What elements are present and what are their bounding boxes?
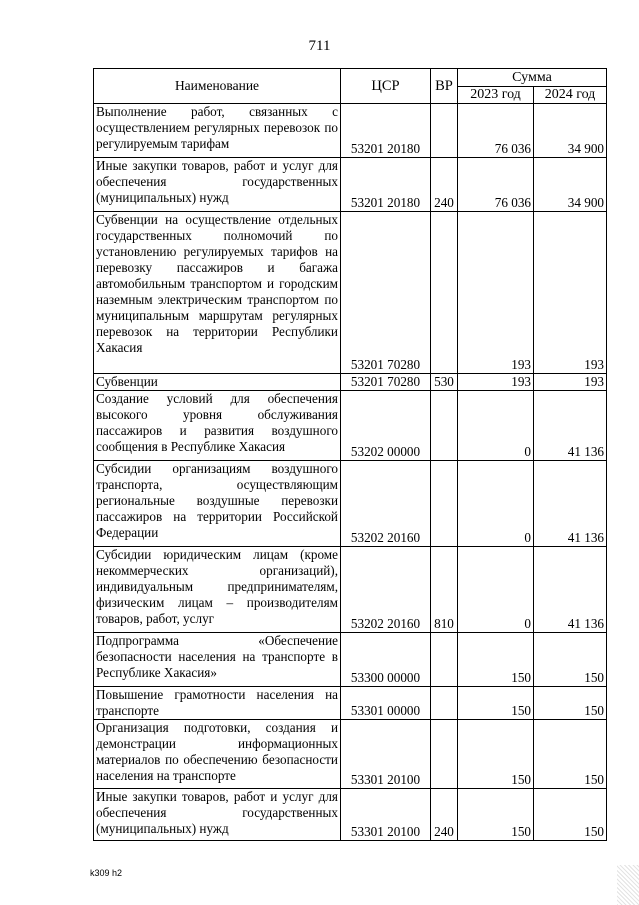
table-row: [94, 789, 607, 841]
table-row: [94, 687, 607, 720]
row-vr-cell: [431, 391, 458, 461]
row-vr-cell: [431, 720, 458, 789]
table-header: [94, 69, 607, 104]
row-name-cell: Создание условий для обеспечения высокого уровня обслуживания пассажиров и развития воздушного сообщения в Республике Хакасия: [94, 391, 341, 461]
row-csr-cell: 53301 20100: [341, 789, 431, 841]
row-csr-cell: 53301 20100: [341, 720, 431, 789]
row-name-cell: Иные закупки товаров, работ и услуг для обеспечения государственных (муниципальных) нужд: [94, 789, 341, 841]
row-vr-cell: [431, 104, 458, 158]
table-row: [94, 720, 607, 789]
row-vr-cell: [431, 212, 458, 374]
row-2023-amount: 76 036: [458, 104, 534, 158]
row-name-cell: Повышение грамотности населения на транспорте: [94, 687, 341, 720]
row-vr-cell: 240: [431, 789, 458, 841]
column-header-sum: Сумма: [458, 69, 607, 87]
row-vr-cell: 240: [431, 158, 458, 212]
table-row: [94, 104, 607, 158]
row-csr-cell: 53201 20180: [341, 158, 431, 212]
row-name-cell: Иные закупки товаров, работ и услуг для обеспечения государственных (муниципальных) нужд: [94, 158, 341, 212]
row-csr-cell: 53301 00000: [341, 687, 431, 720]
column-header-year-2023: 2023 год: [458, 87, 534, 104]
table-row: [94, 212, 607, 374]
row-name-cell: Субвенции на осуществление отдельных государственных полномочий по установлению регулируемых тарифов на перевозку пассажиров и багажа автомобильным транспортом и городским наземным электрическим транспортом по муниципальным маршрутам регулярных перевозок на территории Республики Хакасия: [94, 212, 341, 374]
row-name-cell: Организация подготовки, создания и демонстрации информационных материалов по обеспечению безопасности населения на транспорте: [94, 720, 341, 789]
row-2024-amount: 34 900: [534, 104, 607, 158]
row-2024-amount: 193: [534, 374, 607, 391]
row-csr-cell: 53202 20160: [341, 461, 431, 547]
row-name-cell: Подпрограмма «Обеспечение безопасности населения на транспорте в Республике Хакасия»: [94, 633, 341, 687]
column-header-csr: ЦСР: [341, 69, 431, 104]
row-2024-amount: 150: [534, 687, 607, 720]
row-2023-amount: 150: [458, 720, 534, 789]
column-header-vr: ВР: [431, 69, 458, 104]
row-2023-amount: 150: [458, 633, 534, 687]
row-2023-amount: 150: [458, 789, 534, 841]
row-2023-amount: 193: [458, 374, 534, 391]
row-2023-amount: 76 036: [458, 158, 534, 212]
row-name-cell: Субсидии организациям воздушного транспорта, осуществляющим региональные воздушные перевозки пассажиров на территории Российской Федерации: [94, 461, 341, 547]
row-vr-cell: [431, 687, 458, 720]
footer-code: k309 h2: [90, 868, 123, 878]
row-csr-cell: 53300 00000: [341, 633, 431, 687]
row-2023-amount: 193: [458, 212, 534, 374]
row-name-cell: Субсидии юридическим лицам (кроме некоммерческих организаций), индивидуальным предпринимателям, физическим лицам – производителям товаров, работ, услуг: [94, 547, 341, 633]
scan-noise: [617, 865, 639, 905]
row-csr-cell: 53202 00000: [341, 391, 431, 461]
row-name-cell: Субвенции: [94, 374, 341, 391]
row-vr-cell: [431, 461, 458, 547]
row-2024-amount: 41 136: [534, 391, 607, 461]
row-vr-cell: 530: [431, 374, 458, 391]
table-row: [94, 547, 607, 633]
table-body: [94, 104, 607, 841]
table-row: [94, 391, 607, 461]
row-2024-amount: 34 900: [534, 158, 607, 212]
row-2023-amount: 0: [458, 547, 534, 633]
row-csr-cell: 53201 20180: [341, 104, 431, 158]
row-2023-amount: 0: [458, 461, 534, 547]
row-vr-cell: [431, 633, 458, 687]
table-row: [94, 461, 607, 547]
row-2024-amount: 193: [534, 212, 607, 374]
column-header-name: Наименование: [94, 69, 341, 104]
row-2024-amount: 41 136: [534, 461, 607, 547]
row-2024-amount: 150: [534, 789, 607, 841]
row-2024-amount: 150: [534, 720, 607, 789]
table-row: [94, 158, 607, 212]
row-2024-amount: 41 136: [534, 547, 607, 633]
row-2024-amount: 150: [534, 633, 607, 687]
table-row: [94, 374, 607, 391]
row-csr-cell: 53201 70280: [341, 212, 431, 374]
row-2023-amount: 0: [458, 391, 534, 461]
page-number: 711: [308, 38, 331, 54]
row-2023-amount: 150: [458, 687, 534, 720]
budget-table: [93, 68, 607, 841]
row-vr-cell: 810: [431, 547, 458, 633]
column-header-year-2024: 2024 год: [534, 87, 607, 104]
row-name-cell: Выполнение работ, связанных с осуществлением регулярных перевозок по регулируемым тарифам: [94, 104, 341, 158]
row-csr-cell: 53202 20160: [341, 547, 431, 633]
table-row: [94, 633, 607, 687]
row-csr-cell: 53201 70280: [341, 374, 431, 391]
